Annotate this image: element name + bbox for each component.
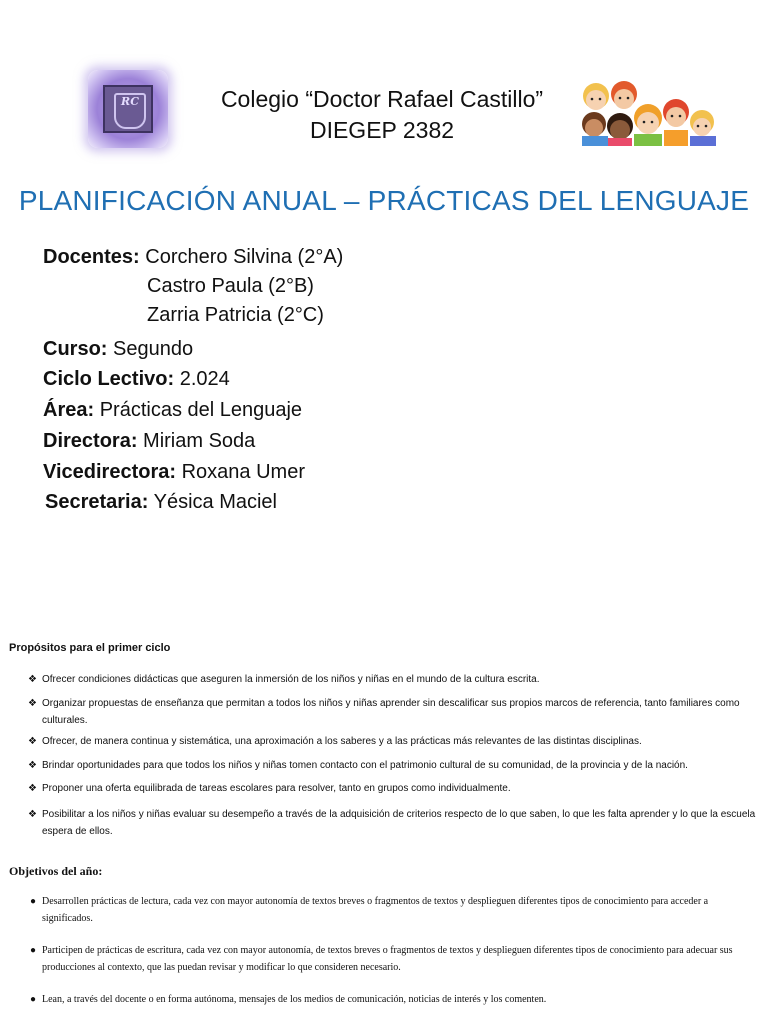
proposito-text: Proponer una oferta equilibrada de tareas escolares para resolver, tanto en grupos como individualmente. (42, 783, 511, 794)
list-item (30, 942, 758, 976)
proposito-text: Ofrecer, de manera continua y sistemática, una aproximación a los saberes y a las prácticas más relevantes de las distintas disciplinas. (42, 736, 642, 747)
page-title: PLANIFICACIÓN ANUAL – PRÁCTICAS DEL LENGUAJE (18, 185, 750, 216)
diamond-bullet-icon: ❖ (28, 674, 37, 685)
diamond-bullet-icon: ❖ (28, 783, 37, 794)
proposito-text: Posibilitar a los niños y niñas evaluar su desempeño a través de la adquisición de criterios respecto de lo que saben, lo que les falta aprender y lo que la escuela espera de ellos. (42, 809, 756, 837)
directora-row (43, 428, 255, 454)
area-value: Prácticas del Lenguaje (99, 399, 303, 421)
propositos-heading: Propósitos para el primer ciclo (9, 642, 171, 654)
bullet-icon: ● (30, 994, 37, 1005)
directora-value: Miriam Soda (143, 430, 256, 452)
ciclo-row (43, 366, 230, 392)
list-item (28, 757, 758, 774)
bullet-icon: ● (30, 945, 37, 956)
area-row (43, 397, 302, 423)
objetivo-text: Desarrollen prácticas de lectura, cada vez con mayor autonomía de textos breves o fragmentos de textos y desplieguen diferentes tipos de conocimiento para acceder a significados. (42, 896, 709, 924)
school-line-2: DIEGEP 2382 (309, 117, 455, 143)
vicedirectora-label: Vicedirectora: (43, 461, 177, 483)
diamond-bullet-icon: ❖ (28, 760, 37, 771)
docente-1: Corchero Silvina (2°A) (145, 246, 344, 268)
proposito-text: Ofrecer condiciones didácticas que aseguren la inmersión de los niños y niñas en el mundo de la cultura escrita. (42, 674, 540, 685)
secretaria-row (45, 489, 277, 515)
list-item (28, 806, 758, 840)
list-item (28, 695, 758, 729)
proposito-text: Organizar propuestas de enseñanza que permitan a todos los niños y niñas aprender sin descalificar sus propios marcos de referencia, tanto familiares como culturales. (42, 698, 740, 726)
school-line-1: Colegio “Doctor Rafael Castillo” (220, 86, 544, 112)
vicedirectora-value: Roxana Umer (181, 461, 305, 483)
curso-row (43, 336, 193, 362)
curso-value: Segundo (113, 338, 194, 360)
list-item (28, 733, 758, 750)
bullet-icon: ● (30, 896, 37, 907)
secretaria-value: Yésica Maciel (153, 491, 277, 513)
secretaria-label: Secretaria: (45, 491, 149, 513)
vicedirectora-row (43, 459, 305, 485)
objetivos-heading: Objetivos del año: (9, 864, 103, 878)
logo-text: RC (121, 95, 139, 108)
diamond-bullet-icon: ❖ (28, 736, 37, 747)
list-item (30, 991, 758, 1008)
objetivo-text: Participen de prácticas de escritura, cada vez con mayor autonomía, de textos breves o fragmentos de textos y desplieguen diferentes tipos de conocimiento para adecuar sus producciones al contexto, que las puedan revisar y modificar lo que consideren necesario. (42, 945, 733, 973)
ciclo-label: Ciclo Lectivo: (43, 368, 175, 390)
logo-shield-icon (114, 93, 146, 129)
diamond-bullet-icon: ❖ (28, 809, 37, 820)
logo-frame (103, 85, 153, 133)
docente-3: Zarria Patricia (2°C) (147, 304, 324, 326)
area-label: Área: (43, 399, 95, 421)
docentes-row (43, 244, 343, 270)
docentes-label: Docentes: (43, 246, 140, 268)
list-item (28, 780, 758, 797)
children-illustration (574, 74, 720, 146)
objetivo-text: Lean, a través del docente o en forma autónoma, mensajes de los medios de comunicación, noticias de interés y los comenten. (42, 994, 547, 1005)
proposito-text: Brindar oportunidades para que todos los niños y niñas tomen contacto con el patrimonio cultural de su comunidad, de la provincia y de la nación. (42, 760, 688, 771)
curso-label: Curso: (43, 338, 108, 360)
docente-2: Castro Paula (2°B) (147, 275, 314, 297)
ciclo-value: 2.024 (179, 368, 230, 390)
directora-label: Directora: (43, 430, 138, 452)
list-item (30, 893, 758, 927)
school-logo (88, 70, 168, 148)
school-name (190, 84, 574, 146)
list-item (28, 671, 758, 688)
diamond-bullet-icon: ❖ (28, 698, 37, 709)
